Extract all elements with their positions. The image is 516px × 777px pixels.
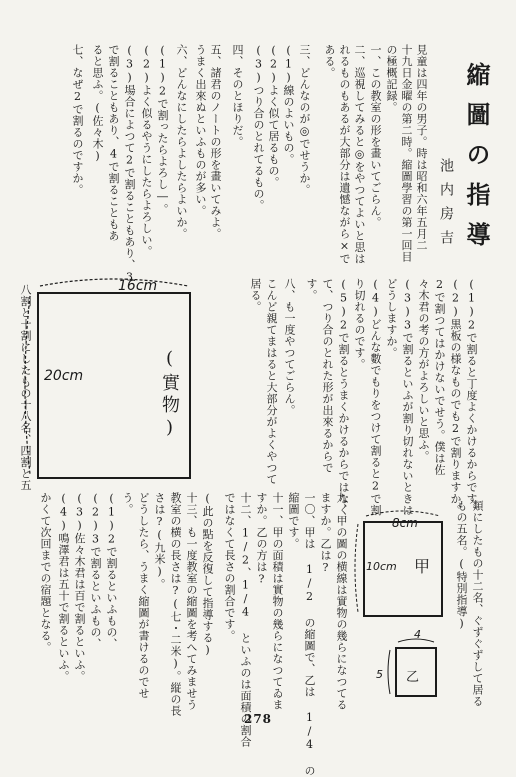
text-column: (1)2で割ったらよろし―。: [156, 44, 169, 215]
kou-height-curve: [355, 524, 358, 612]
text-column: 見童は四年の男子。時は昭和六年五月二: [415, 44, 428, 251]
text-column: 三、どんなのが◎でせうか。: [298, 44, 311, 196]
text-column: (此の點を反復して指導する): [201, 492, 214, 657]
text-column: どうしたら、うまく縮圖が書けるのでせ: [137, 492, 150, 699]
text-column: 類にしたもの十二名、ぐずぐずして居る: [471, 500, 484, 707]
text-column: ますか。乙は?: [319, 492, 332, 575]
figure-otsu-name: 乙: [406, 670, 420, 685]
text-column: こんど親てまはると大部分がよくやつて: [265, 278, 278, 485]
text-column: 一〇、甲は 1/2 の縮圖で、乙は 1/4 の: [303, 492, 316, 777]
text-column: (2)3で割るといふもの、: [89, 492, 102, 650]
text-column: 四、そのとほりだ。: [231, 44, 244, 148]
text-column: 一、この教室の形を畫いてごらん。: [369, 44, 382, 228]
text-column: (4)どんな數でもりをつけて割ると2で割: [369, 278, 382, 516]
article-title: 縮圖の指導: [462, 62, 491, 262]
figure-kou-height-label: 10cm: [366, 560, 397, 573]
text-column: 十一、甲の面積は實物の幾らになつてゐま: [271, 492, 284, 711]
text-column: 居る。: [249, 278, 262, 313]
text-column: 二、巡視してみると◎をやつてよいと思は: [353, 44, 366, 265]
text-column: す。: [305, 278, 318, 301]
text-column: 縮圖です。: [287, 492, 300, 550]
text-column: どうしますか。: [385, 278, 398, 359]
text-column: さは?(九米)。: [153, 492, 166, 590]
figure-kou-width-label: 8cm: [392, 516, 418, 530]
text-column: (4)鳴澤君は五十で割るといふ。: [57, 492, 70, 682]
text-column: ではなくて長さの割合です。: [223, 492, 236, 642]
text-column: 九、甲の圖の横線は實物の幾らになつてる: [335, 492, 348, 711]
text-column: 十九日金曜の第二時。縮圖學習の第一回目: [400, 44, 413, 263]
text-column: (1)線のよいもの。: [282, 44, 295, 165]
page-number: 278: [243, 712, 273, 726]
text-column: 十三、も一度教室の縮圖を考へてみませう: [185, 492, 198, 711]
text-column: で割ることもあり、4で割ることもあ: [107, 44, 120, 242]
text-column: れるものもあるが大部分は遺憾ながら×で: [338, 44, 351, 265]
text-column: 教室の横の長さは?(七・二米)。縦の長: [169, 492, 182, 717]
text-column: (1)2で割ると丁度よくかけるからです。: [465, 278, 478, 516]
text-column: (2)よく似て居るもの。: [267, 44, 280, 188]
text-column: 2で割つてはかけないでせう。僕は佐: [433, 278, 446, 476]
text-column: うまく出來ぬといふものが多い。: [194, 44, 207, 217]
figure-real-center-label: (實物): [159, 348, 180, 442]
text-column: ある。: [323, 44, 336, 79]
text-column: 五、諸君のノートの形を畫いてみよ。: [209, 44, 222, 240]
text-column: (3)つり合のとれてるもの。: [252, 44, 265, 211]
text-column: (5)2で割るとうまくかけるからではなく: [337, 278, 350, 516]
text-column: すか。乙の方は?: [255, 492, 268, 586]
text-column: 々木君の考の方がよろしいと思ふ。: [417, 278, 430, 462]
text-column: もの五名。(特別指導): [455, 500, 468, 631]
width-dimension-curve: [40, 279, 188, 286]
text-column: り切れるのです。: [353, 278, 366, 370]
text-column: (2)黒板の様なものでも2で割りますか。: [449, 278, 462, 516]
text-column: (1)2で割るといふもの、: [105, 492, 118, 650]
text-column: う。: [121, 492, 134, 515]
text-column: (3)3で割るといふが割り切れないときは: [401, 278, 414, 516]
figure-otsu-height-label: 5: [376, 668, 383, 681]
text-column: (3)佐々木君は百で割るといふ。: [73, 492, 86, 682]
article-author: 池内房吉: [438, 158, 454, 254]
text-column: て、つり合のとれた形が出來るからで: [321, 278, 334, 474]
text-column: 八割と十割にしたもの十八名、四割と五: [19, 284, 32, 491]
figure-real-width-label: 16cm: [118, 278, 158, 294]
figure-kou-name: 甲: [414, 557, 431, 576]
text-column: (3)場合によつて2で割ることもあり、3: [123, 44, 136, 284]
otsu-height-curve: [388, 650, 390, 694]
text-column: 七、なぜ2で割るのですか。: [71, 44, 84, 196]
text-column: ると思ふ。(佐々木): [91, 44, 104, 163]
text-column: かくて次回までの宿題となる。: [39, 492, 52, 653]
text-column: の極概記録。: [385, 44, 398, 113]
text-column: 八、も一度やつてごらん。: [283, 278, 296, 416]
text-column: 十二、1/2、1/4 といふのは面積の割合: [239, 492, 252, 748]
text-column: 六、どんなにしたらよしたらよいか。: [175, 44, 188, 240]
figure-otsu-width-label: 4: [414, 628, 421, 641]
text-column: (2)よく似るやうにしたらよろしい。: [140, 44, 153, 257]
figure-real-height-label: 20cm: [44, 368, 84, 384]
